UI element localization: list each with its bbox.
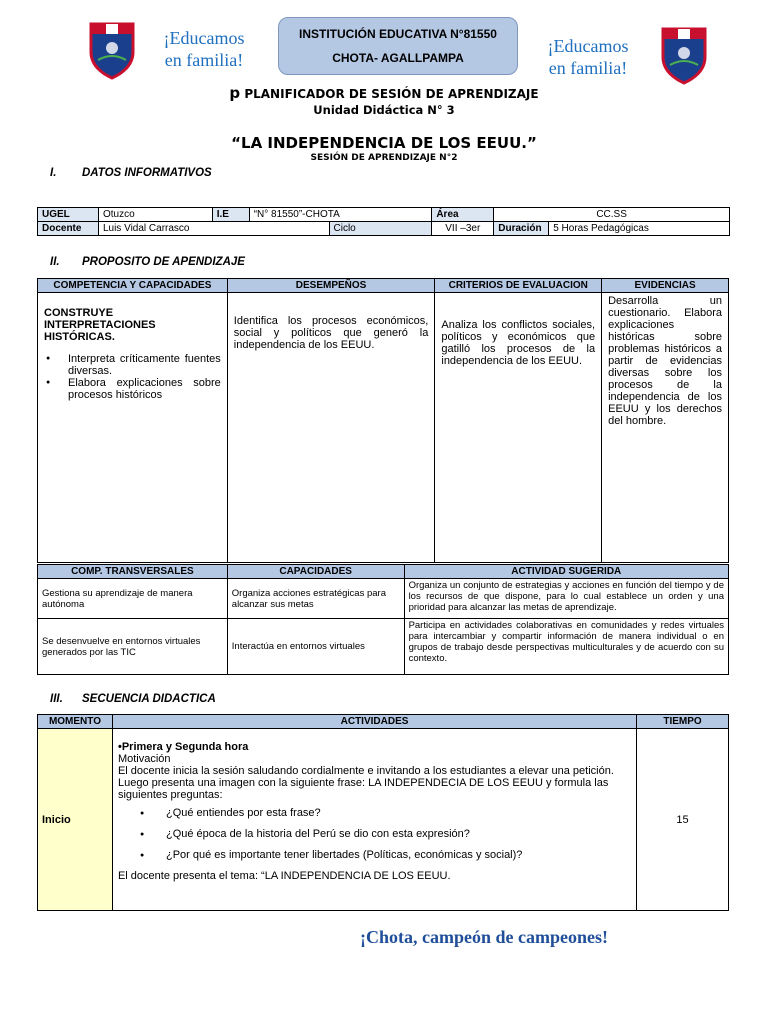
slogan-line-2: en familia!	[164, 50, 244, 70]
lesson-title: “LA INDEPENDENCIA DE LOS EEUU.”	[231, 134, 537, 152]
sequence-header: TIEMPO	[637, 715, 729, 729]
transversal-comp: Gestiona su aprendizaje de manera autónoma	[38, 579, 228, 619]
purpose-header: CRITERIOS DE EVALUACION	[435, 279, 602, 293]
section-title: DATOS INFORMATIVOS	[82, 167, 212, 179]
section-number: II.	[50, 256, 60, 268]
section-heading-2	[50, 256, 245, 268]
planner-prefix: p	[229, 84, 241, 102]
question-item: ● ¿Qué época de la historia del Perú se dio con esta expresión?	[118, 828, 631, 840]
ie-value: “N° 81550”-CHOTA	[249, 208, 432, 222]
question-item: ● ¿Qué entiendes por esta frase?	[118, 807, 631, 819]
transversal-activity: Participa en actividades colaborativas en comunidades y redes virtuales para intercambiar y compartir información de manera individual o en grupos de trabajo desde perspectivas multiculturales y de acuerdo con su contexto.	[404, 619, 728, 675]
moment-cell: Inicio	[38, 729, 113, 911]
area-value: CC.SS	[494, 208, 730, 222]
slogan-line-1: ¡Educamos	[547, 36, 629, 56]
activity-paragraph: El docente inicia la sesión saludando cordialmente e invitando a los estudiantes a elevar una petición.	[117, 765, 614, 777]
activities-cell	[112, 729, 636, 911]
ie-label: I.E	[212, 208, 249, 222]
slogan-right	[532, 35, 644, 79]
time-cell: 15	[637, 729, 729, 911]
ugel-value: Otuzco	[98, 208, 212, 222]
docente-value: Luis Vidal Carrasco	[98, 222, 329, 236]
sequence-header: ACTIVIDADES	[112, 715, 636, 729]
hour-title: •Primera y Segunda hora	[117, 741, 249, 753]
purpose-header: DESEMPEÑOS	[227, 279, 435, 293]
table-row	[38, 619, 729, 675]
activity-paragraph: Luego presenta una imagen con la siguiente frase: LA INDEPENDECIA DE LOS EEUU y formula las siguientes preguntas:	[117, 777, 609, 801]
competencia-cell	[38, 293, 228, 563]
school-shield-logo-left	[89, 22, 135, 80]
footer-motto: ¡Chota, campeón de campeones!	[360, 927, 608, 947]
purpose-header: COMPETENCIA Y CAPACIDADES	[38, 279, 228, 293]
section-number: I.	[50, 167, 57, 179]
unit-title: Unidad Didáctica N° 3	[313, 103, 455, 117]
activity-closing: El docente presenta el tema: “LA INDEPENDENCIA DE LOS EEUU.	[117, 870, 451, 882]
section-title: PROPOSITO DE APENDIZAJE	[82, 256, 245, 268]
transversal-activity: Organiza un conjunto de estrategias y acciones en función del tiempo y de los recursos de que dispone, para lo cual establece un orden y una prioridad para alcanzar las metas de aprendizaje.	[404, 579, 728, 619]
transversal-comp: Se desenvuelve en entornos virtuales generados por las TIC	[38, 619, 228, 675]
section-title: SECUENCIA DIDACTICA	[82, 693, 216, 705]
school-shield-logo-right	[661, 27, 707, 85]
slogan-line-1: ¡Educamos	[163, 28, 245, 48]
ciclo-value: VII –3er	[432, 222, 494, 236]
docente-label: Docente	[38, 222, 99, 236]
ciclo-label: Ciclo	[329, 222, 432, 236]
question-item: ● ¿Por qué es importante tener libertades (Políticas, económicas y social)?	[118, 849, 631, 861]
area-label: Área	[432, 208, 494, 222]
capacidad-item: ● Interpreta críticamente fuentes diversas.	[44, 353, 221, 377]
session-number: SESIÓN DE APRENDIZAJE N°2	[310, 153, 458, 163]
competencia-title: CONSTRUYE INTERPRETACIONES HISTÓRICAS.	[44, 307, 156, 343]
criterio-cell: Analiza los conflictos sociales, políticos y económicos que gatilló los procesos de la independencia de los EEUU.	[435, 293, 602, 563]
transversal-cap: Interactúa en entornos virtuales	[227, 619, 404, 675]
transversal-header: ACTIVIDAD SUGERIDA	[404, 565, 728, 579]
transversal-cap: Organiza acciones estratégicas para alcanzar sus metas	[227, 579, 404, 619]
section-heading-3	[50, 693, 216, 705]
institution-name: INSTITUCIÓN EDUCATIVA N°81550	[299, 27, 497, 41]
capacidad-item: ● Elabora explicaciones sobre procesos históricos	[44, 377, 221, 401]
table-row	[38, 729, 729, 911]
evidencias-cell: Desarrolla un cuestionario. Elabora explicaciones históricas sobre problemas históricos a partir de evidencias diversas sobre los procesos de la independencia de los EEUU y los derechos del hombre.	[602, 293, 729, 563]
desempeno-cell: Identifica los procesos económicos, social y políticos que generó la independencia de los EEUU.	[227, 293, 435, 563]
sequence-header: MOMENTO	[38, 715, 113, 729]
purpose-table	[37, 278, 729, 563]
section-heading-1	[50, 167, 212, 179]
table-row	[38, 579, 729, 619]
institution-box	[278, 17, 518, 75]
purpose-header: EVIDENCIAS	[602, 279, 729, 293]
transversal-header: COMP. TRANSVERSALES	[38, 565, 228, 579]
transversal-header: CAPACIDADES	[227, 565, 404, 579]
slogan-line-2: en familia!	[548, 58, 628, 78]
planner-title	[0, 84, 768, 102]
planner-text: PLANIFICADOR DE SESIÓN DE APRENDIZAJE	[244, 87, 539, 101]
institution-location: CHOTA- AGALLPAMPA	[332, 51, 464, 65]
info-table	[37, 207, 730, 236]
duracion-label: Duración	[494, 222, 549, 236]
transversal-table	[37, 564, 729, 675]
sequence-table	[37, 714, 729, 911]
duracion-value: 5 Horas Pedagógicas	[549, 222, 730, 236]
activity-subtitle: Motivación	[117, 753, 171, 765]
slogan-left	[148, 27, 260, 71]
ugel-label: UGEL	[38, 208, 99, 222]
section-number: III.	[50, 693, 63, 705]
